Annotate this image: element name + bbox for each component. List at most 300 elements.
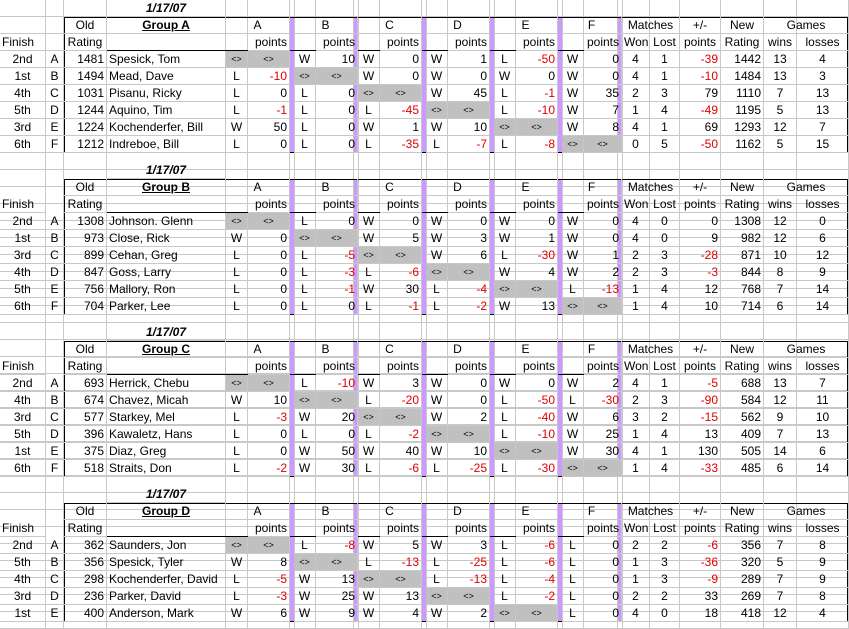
match-points: 2 — [584, 375, 622, 392]
grid-cell[interactable] — [64, 0, 107, 17]
match-points: -10 — [316, 375, 358, 392]
old-header: Old — [64, 341, 107, 358]
match-outcome: L — [426, 554, 448, 571]
opponent-header-b: B — [294, 179, 358, 196]
grid-cell[interactable] — [358, 34, 380, 51]
matches-lost: 0 — [650, 213, 680, 230]
old-header: Old — [64, 179, 107, 196]
grid-cell[interactable] — [358, 153, 380, 170]
grid-cell[interactable] — [0, 493, 46, 510]
grid-cell[interactable] — [316, 0, 354, 17]
player-letter: A — [46, 375, 64, 392]
rating-header: Rating — [64, 34, 107, 51]
match-outcome: W — [562, 375, 584, 392]
grid-cell[interactable] — [46, 476, 64, 493]
new-rating: 485 — [721, 460, 764, 477]
matches-lost: 1 — [650, 119, 680, 136]
old-rating: 1224 — [64, 119, 107, 136]
grid-cell[interactable] — [426, 0, 448, 17]
match-outcome: W — [294, 588, 316, 605]
grid-cell[interactable] — [494, 34, 516, 51]
rating-change: 18 — [680, 605, 721, 622]
match-points: 0 — [516, 68, 558, 85]
grid-cell[interactable] — [64, 323, 107, 340]
group-date: 1/17/07 — [107, 324, 226, 341]
new-rating: 688 — [721, 375, 764, 392]
new-rating: 584 — [721, 392, 764, 409]
grid-cell[interactable] — [0, 323, 46, 340]
grid-cell[interactable] — [226, 357, 248, 374]
grid-cell[interactable] — [516, 0, 558, 17]
self-match-marker: <> — [584, 136, 622, 153]
grid-cell[interactable] — [107, 34, 226, 51]
finish-place: 4th — [0, 392, 46, 409]
match-outcome: L — [226, 460, 248, 477]
games-losses: 12 — [797, 247, 849, 264]
games-losses: 13 — [797, 102, 849, 119]
grid-cell[interactable] — [380, 153, 422, 170]
match-outcome: W — [494, 230, 516, 247]
rating-change: -39 — [680, 51, 721, 68]
matches-lost: 3 — [650, 247, 680, 264]
matches-won: 3 — [622, 409, 650, 426]
new-rating: 409 — [721, 426, 764, 443]
grid-cell[interactable] — [294, 476, 316, 493]
grid-cell[interactable] — [680, 153, 721, 170]
match-points: -1 — [316, 281, 358, 298]
new-rating: 871 — [721, 247, 764, 264]
match-points: 20 — [316, 409, 358, 426]
match-points: 0 — [248, 281, 290, 298]
grid-cell[interactable] — [650, 153, 680, 170]
losses-header: losses — [797, 196, 849, 213]
match-outcome: L — [226, 247, 248, 264]
grid-cell[interactable] — [562, 0, 584, 17]
grid-cell[interactable] — [622, 153, 650, 170]
grid-cell[interactable] — [226, 476, 248, 493]
match-outcome: W — [294, 51, 316, 68]
old-rating: 756 — [64, 281, 107, 298]
grid-cell[interactable] — [46, 357, 64, 374]
match-outcome: W — [358, 213, 380, 230]
player-letter: F — [46, 460, 64, 477]
grid-cell[interactable] — [226, 34, 248, 51]
match-points: 7 — [584, 102, 622, 119]
grid-cell[interactable] — [448, 476, 490, 493]
grid-cell[interactable] — [764, 153, 797, 170]
grid-cell[interactable] — [516, 153, 558, 170]
player-letter: F — [46, 298, 64, 315]
grid-cell[interactable] — [294, 0, 316, 17]
match-points: -45 — [380, 102, 422, 119]
finish-place: 6th — [0, 136, 46, 153]
self-match-marker: <> — [494, 605, 516, 622]
grid-cell[interactable] — [764, 323, 797, 340]
match-outcome: W — [226, 554, 248, 571]
matches-won: 0 — [622, 136, 650, 153]
self-match-marker: <> — [448, 588, 490, 605]
match-outcome: L — [294, 119, 316, 136]
player-name: Johnson. Glenn — [107, 213, 226, 230]
grid-cell[interactable] — [316, 153, 354, 170]
rating-change: -6 — [680, 537, 721, 554]
games-wins: 5 — [764, 102, 797, 119]
grid-cell[interactable] — [448, 153, 490, 170]
grid-cell[interactable] — [622, 323, 650, 340]
match-points: -10 — [516, 426, 558, 443]
grid-cell[interactable] — [46, 493, 64, 510]
match-points: 0 — [448, 213, 490, 230]
old-rating: 1481 — [64, 51, 107, 68]
match-outcome: W — [494, 375, 516, 392]
grid-cell[interactable] — [380, 0, 422, 17]
grid-cell[interactable] — [226, 323, 248, 340]
self-match-marker: <> — [248, 375, 290, 392]
grid-cell[interactable] — [64, 476, 107, 493]
grid-cell[interactable] — [46, 17, 64, 34]
opponent-header-f: F — [562, 17, 622, 34]
points-header: points — [584, 196, 622, 213]
player-letter: D — [46, 426, 64, 443]
opponent-header-a: A — [226, 17, 290, 34]
old-rating: 577 — [64, 409, 107, 426]
grid-cell[interactable] — [562, 153, 584, 170]
match-outcome: L — [494, 85, 516, 102]
grid-cell[interactable] — [584, 0, 618, 17]
grid-cell[interactable] — [46, 170, 64, 187]
wins-header: wins — [764, 196, 797, 213]
grid-cell[interactable] — [226, 153, 248, 170]
grid-cell[interactable] — [680, 476, 721, 493]
player-letter: E — [46, 443, 64, 460]
grid-cell[interactable] — [494, 476, 516, 493]
old-rating: 356 — [64, 554, 107, 571]
self-match-marker: <> — [316, 230, 358, 247]
grid-cell[interactable] — [494, 323, 516, 340]
grid-cell[interactable] — [46, 340, 64, 357]
grid-cell[interactable] — [721, 323, 764, 340]
match-outcome: L — [226, 409, 248, 426]
new-rating: 768 — [721, 281, 764, 298]
matches-lost: 4 — [650, 298, 680, 315]
grid-cell[interactable] — [248, 323, 290, 340]
player-letter: B — [46, 230, 64, 247]
grid-cell[interactable] — [248, 153, 290, 170]
player-letter: B — [46, 392, 64, 409]
match-outcome: L — [426, 460, 448, 477]
match-outcome: L — [294, 298, 316, 315]
points-header: points — [380, 520, 422, 537]
grid-cell[interactable] — [0, 340, 46, 357]
grid-cell[interactable] — [650, 476, 680, 493]
match-outcome: W — [294, 409, 316, 426]
grid-cell[interactable] — [294, 34, 316, 51]
match-points: -2 — [448, 298, 490, 315]
grid-cell[interactable] — [584, 153, 618, 170]
grid-cell[interactable] — [562, 34, 584, 51]
match-outcome: L — [226, 85, 248, 102]
finish-header: Finish — [0, 358, 46, 375]
self-match-marker: <> — [426, 588, 448, 605]
match-points: 13 — [516, 298, 558, 315]
match-outcome: W — [494, 68, 516, 85]
match-outcome: W — [562, 264, 584, 281]
games-wins: 12 — [764, 392, 797, 409]
grid-cell[interactable] — [294, 323, 316, 340]
grid-cell[interactable] — [380, 323, 422, 340]
match-outcome: W — [426, 537, 448, 554]
finish-place: 2nd — [0, 213, 46, 230]
rating-change: 130 — [680, 443, 721, 460]
match-points: 30 — [584, 443, 622, 460]
player-letter: E — [46, 605, 64, 622]
self-match-marker: <> — [494, 119, 516, 136]
matches-lost: 1 — [650, 68, 680, 85]
new-rating: 505 — [721, 443, 764, 460]
grid-cell[interactable] — [562, 323, 584, 340]
grid-cell[interactable] — [46, 34, 64, 51]
match-points: 0 — [448, 392, 490, 409]
won-header: Won — [624, 35, 649, 49]
matches-lost: 2 — [650, 588, 680, 605]
rating-change: 0 — [680, 213, 721, 230]
points-header: points — [316, 520, 358, 537]
grid-cell[interactable] — [46, 0, 64, 17]
games-wins: 13 — [764, 51, 797, 68]
matches-won: 4 — [622, 213, 650, 230]
match-outcome: L — [494, 588, 516, 605]
match-points: 1 — [584, 247, 622, 264]
grid-cell[interactable] — [46, 510, 64, 527]
games-wins: 7 — [764, 426, 797, 443]
points-header: points — [584, 34, 622, 51]
new-rating: 356 — [721, 537, 764, 554]
grid-cell[interactable] — [721, 153, 764, 170]
grid-cell[interactable] — [797, 476, 849, 493]
grid-cell[interactable] — [562, 476, 584, 493]
grid-cell[interactable] — [426, 476, 448, 493]
grid-cell[interactable] — [797, 0, 849, 17]
player-name: Aquino, Tim — [107, 102, 226, 119]
grid-cell[interactable] — [426, 323, 448, 340]
grid-cell[interactable] — [494, 0, 516, 17]
match-points: 0 — [248, 426, 290, 443]
rating-change: -28 — [680, 247, 721, 264]
match-points: 3 — [380, 375, 422, 392]
losses-header: losses — [797, 34, 849, 51]
match-points: 0 — [316, 213, 358, 230]
grid-cell[interactable] — [0, 0, 46, 17]
points-header: points — [248, 196, 290, 213]
rating-change: -90 — [680, 392, 721, 409]
match-outcome: L — [562, 605, 584, 622]
matches-header: Matches — [622, 17, 680, 34]
match-outcome: W — [562, 409, 584, 426]
match-outcome: W — [562, 85, 584, 102]
match-points: 10 — [316, 51, 358, 68]
games-losses: 13 — [797, 426, 849, 443]
match-outcome: W — [358, 605, 380, 622]
games-wins: 5 — [764, 136, 797, 153]
games-wins: 7 — [764, 537, 797, 554]
match-points: -25 — [448, 460, 490, 477]
match-points: -6 — [516, 554, 558, 571]
won-header: Won — [624, 197, 649, 211]
player-name: Spesick, Tom — [107, 51, 226, 68]
grid-cell[interactable] — [0, 170, 46, 187]
matches-won: 4 — [622, 605, 650, 622]
match-outcome: L — [294, 264, 316, 281]
match-points: 4 — [380, 605, 422, 622]
grid-cell[interactable] — [46, 187, 64, 204]
player-name: Indreboe, Bill — [107, 136, 226, 153]
matches-won: 1 — [622, 102, 650, 119]
grid-cell[interactable] — [584, 323, 618, 340]
self-match-marker: <> — [358, 85, 380, 102]
self-match-marker: <> — [562, 460, 584, 477]
games-wins: 8 — [764, 264, 797, 281]
match-points: -1 — [516, 85, 558, 102]
match-points: 50 — [316, 443, 358, 460]
match-points: 8 — [248, 554, 290, 571]
self-match-marker: <> — [562, 298, 584, 315]
new-rating: 714 — [721, 298, 764, 315]
grid-cell[interactable] — [0, 17, 46, 34]
self-match-marker: <> — [316, 392, 358, 409]
self-match-marker: <> — [294, 392, 316, 409]
player-name: Parker, Lee — [107, 298, 226, 315]
player-letter: B — [46, 68, 64, 85]
grid-cell[interactable] — [680, 323, 721, 340]
match-outcome: L — [294, 537, 316, 554]
matches-won: 2 — [622, 264, 650, 281]
grid-cell[interactable] — [622, 476, 650, 493]
player-name: Anderson, Mark — [107, 605, 226, 622]
match-outcome: W — [358, 281, 380, 298]
self-match-marker: <> — [316, 554, 358, 571]
grid-cell[interactable] — [516, 476, 558, 493]
points-total-header: points — [680, 520, 721, 537]
grid-cell[interactable] — [316, 323, 354, 340]
new-rating: 1110 — [721, 85, 764, 102]
match-outcome: W — [562, 119, 584, 136]
plusminus-header: +/- — [680, 179, 721, 196]
match-outcome: W — [562, 426, 584, 443]
finish-header: Finish — [0, 520, 46, 537]
rating-header: Rating — [64, 358, 107, 375]
match-points: 0 — [316, 85, 358, 102]
grid-cell[interactable] — [448, 323, 490, 340]
old-rating: 362 — [64, 537, 107, 554]
grid-cell[interactable] — [358, 476, 380, 493]
player-name: Herrick, Chebu — [107, 375, 226, 392]
grid-cell[interactable] — [562, 357, 584, 374]
new-rating: 982 — [721, 230, 764, 247]
grid-cell[interactable] — [622, 0, 650, 17]
new-rating: 320 — [721, 554, 764, 571]
grid-cell[interactable] — [0, 476, 46, 493]
finish-place: 4th — [0, 571, 46, 588]
grid-cell[interactable] — [107, 357, 226, 374]
grid-cell[interactable] — [316, 476, 354, 493]
grid-cell[interactable] — [494, 357, 516, 374]
points-header: points — [380, 196, 422, 213]
grid-cell[interactable] — [516, 323, 558, 340]
grid-cell[interactable] — [584, 476, 618, 493]
grid-cell[interactable] — [426, 153, 448, 170]
match-points: 0 — [248, 264, 290, 281]
grid-cell[interactable] — [248, 476, 290, 493]
match-outcome: W — [226, 119, 248, 136]
grid-cell[interactable] — [426, 34, 448, 51]
rating-change: 9 — [680, 230, 721, 247]
player-name: Pisanu, Ricky — [107, 85, 226, 102]
new-rating-header: Rating — [721, 520, 764, 537]
grid-cell[interactable] — [764, 476, 797, 493]
grid-cell[interactable] — [358, 0, 380, 17]
new-rating-header: Rating — [721, 196, 764, 213]
grid-cell[interactable] — [46, 153, 64, 170]
games-losses: 9 — [797, 554, 849, 571]
player-letter: D — [46, 102, 64, 119]
match-points: 0 — [248, 298, 290, 315]
grid-cell[interactable] — [64, 153, 107, 170]
match-points: -13 — [448, 571, 490, 588]
grid-cell[interactable] — [650, 0, 680, 17]
grid-cell[interactable] — [358, 323, 380, 340]
grid-cell[interactable] — [764, 0, 797, 17]
match-outcome: L — [294, 102, 316, 119]
group-title: Group C — [107, 341, 226, 358]
player-letter: E — [46, 281, 64, 298]
grid-cell[interactable] — [294, 153, 316, 170]
match-outcome: L — [494, 247, 516, 264]
games-losses: 6 — [797, 230, 849, 247]
finish-place: 3rd — [0, 119, 46, 136]
grid-cell[interactable] — [46, 323, 64, 340]
grid-cell[interactable] — [797, 323, 849, 340]
grid-cell[interactable] — [797, 153, 849, 170]
grid-cell[interactable] — [494, 153, 516, 170]
grid-cell[interactable] — [721, 476, 764, 493]
grid-cell[interactable] — [0, 153, 46, 170]
grid-cell[interactable] — [226, 0, 248, 17]
rating-change: 10 — [680, 298, 721, 315]
old-rating: 400 — [64, 605, 107, 622]
grid-cell[interactable] — [448, 0, 490, 17]
matches-won: 2 — [622, 85, 650, 102]
finish-header: Finish — [0, 196, 46, 213]
new-header: New — [721, 341, 764, 358]
matches-won: 4 — [622, 230, 650, 247]
match-outcome: W — [562, 213, 584, 230]
grid-cell[interactable] — [294, 357, 316, 374]
opponent-header-f: F — [562, 503, 622, 520]
new-rating: 1308 — [721, 213, 764, 230]
rating-change: -50 — [680, 136, 721, 153]
grid-cell[interactable] — [358, 357, 380, 374]
grid-cell[interactable] — [650, 323, 680, 340]
matches-lost: 1 — [650, 443, 680, 460]
grid-cell[interactable] — [380, 476, 422, 493]
grid-cell[interactable] — [721, 0, 764, 17]
grid-cell[interactable] — [248, 0, 290, 17]
grid-cell[interactable] — [426, 357, 448, 374]
grid-cell[interactable] — [680, 0, 721, 17]
match-outcome: L — [358, 298, 380, 315]
match-points: 0 — [248, 136, 290, 153]
self-match-marker: <> — [426, 102, 448, 119]
